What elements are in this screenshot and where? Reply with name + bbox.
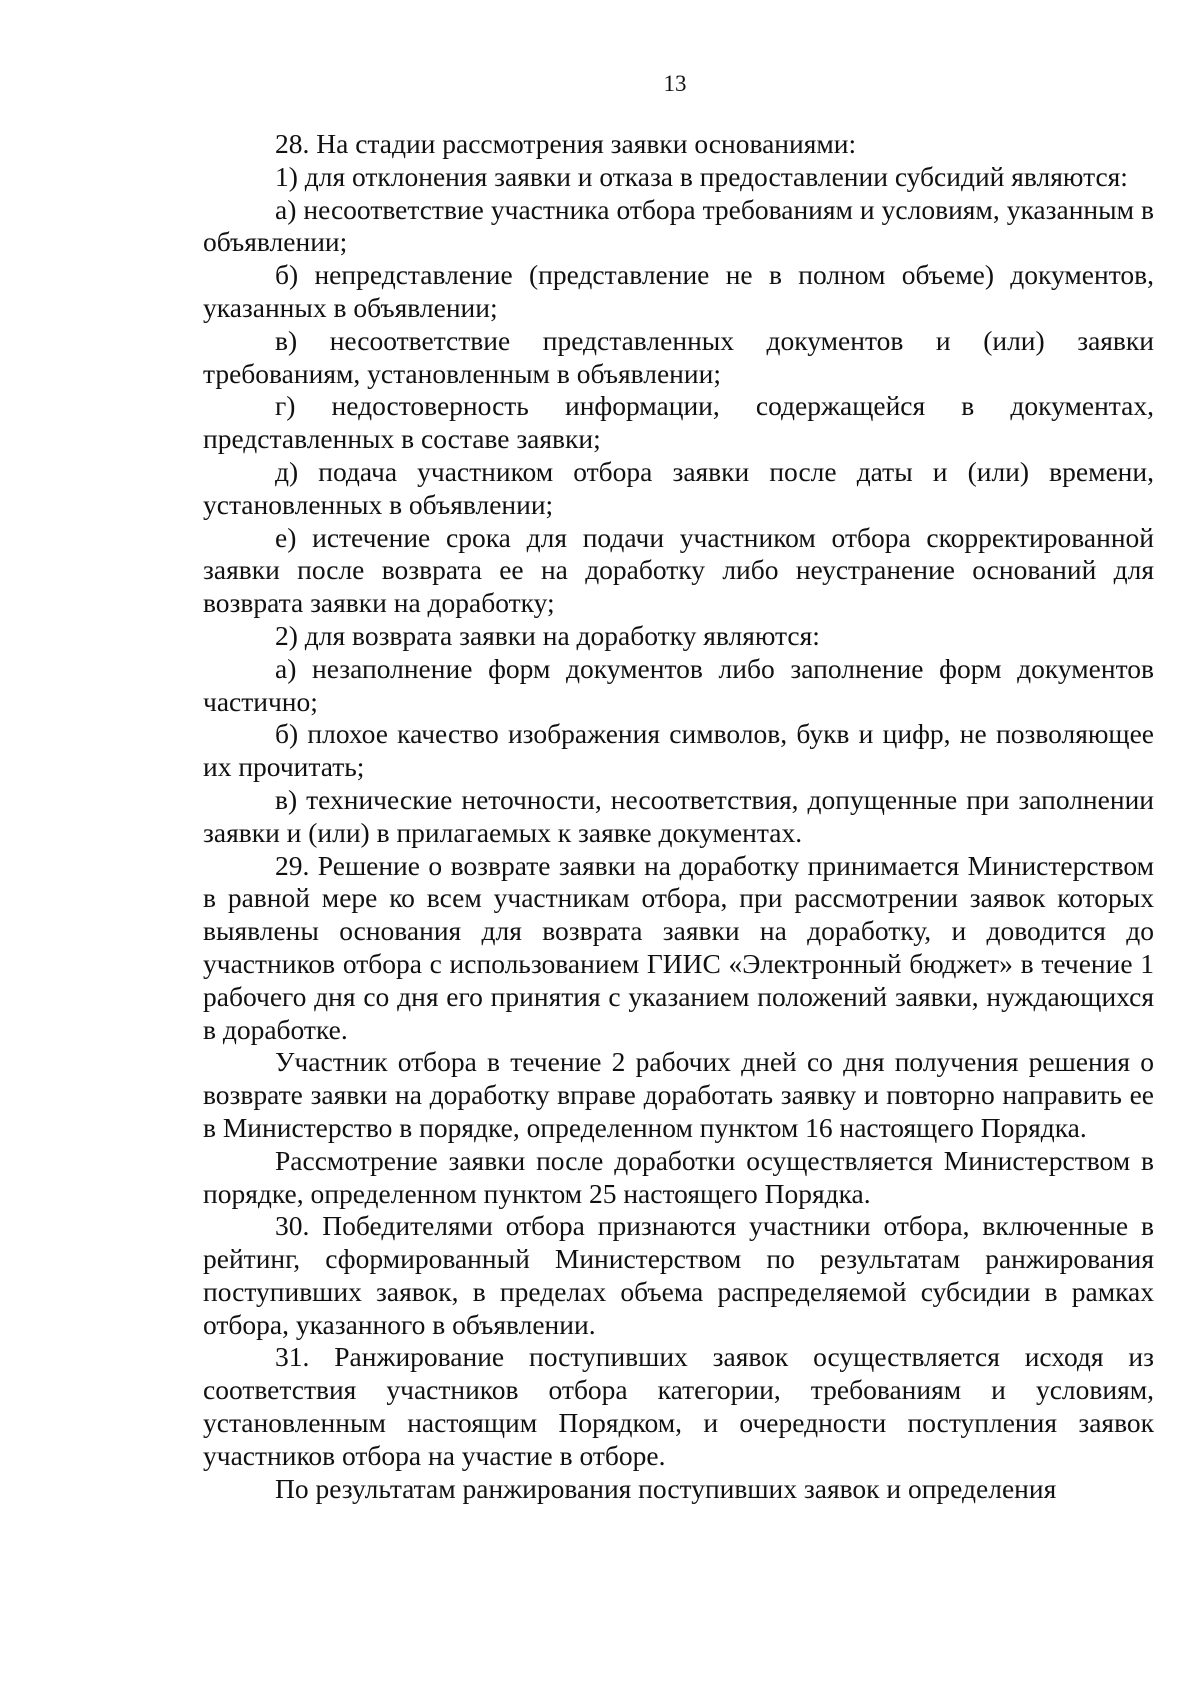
- paragraph-28-2-return-grounds: 2) для возврата заявки на доработку являются:: [275, 619, 820, 651]
- list-item-28-1-e: е) истечение срока для подачи участником отбора скорректированной заявки после возврата ее на доработку либо неустранение оснований для возврата заявки на доработку;: [203, 521, 1154, 619]
- paragraph-29-participant: Участник отбора в течение 2 рабочих дней со дня получения решения о возврате заявки на доработку вправе доработать заявку и повторно направить ее в Министерство в порядке, определенном пунктом 16 настоящего Порядка.: [203, 1046, 1154, 1143]
- page-number: 13: [663, 71, 687, 96]
- list-item-28-1-a: а) несоответствие участника отбора требованиям и условиям, указанным в объявлении;: [203, 193, 1154, 258]
- list-item-28-2-b: б) плохое качество изображения символов, букв и цифр, не позволяющее их прочитать;: [203, 718, 1154, 783]
- list-item-28-1-b: б) непредставление (представление не в полном объеме) документов, указанных в объявлении;: [203, 259, 1154, 323]
- paragraph-29: 29. Решение о возврате заявки на доработку принимается Министерством в равной мере ко всем участникам отбора, при рассмотрении заявок которых выявлены основания для возврата заявки на доработку, и доводится до участников отбора с использованием ГИИС «Электронный бюджет» в течение 1 рабочего дня со дня его принятия с указанием положений заявки, нуждающихся в доработке.: [203, 849, 1154, 1045]
- list-item-28-1-v: в) несоответствие представленных документов и (или) заявки требованиям, установленным в объявлении;: [203, 324, 1154, 389]
- document-body: [203, 128, 1154, 1505]
- list-item-28-2-v: в) технические неточности, несоответствия, допущенные при заполнении заявки и (или) в прилагаемых к заявке документах.: [203, 783, 1154, 848]
- paragraph-31: 31. Ранжирование поступивших заявок осуществляется исходя из соответствия участников отбора категории, требованиям и условиям, установленным настоящим Порядком, и очередности поступления заявок участников отбора на участие в отборе.: [203, 1341, 1154, 1471]
- list-item-28-1-d: д) подача участником отбора заявки после даты и (или) времени, установленных в объявлении;: [203, 455, 1154, 520]
- paragraph-28-1-rejection-grounds: 1) для отклонения заявки и отказа в предоставлении субсидий являются:: [275, 160, 1128, 192]
- paragraph-28-intro: 28. На стадии рассмотрения заявки основаниями:: [275, 128, 857, 159]
- list-item-28-2-a: а) незаполнение форм документов либо заполнение форм документов частично;: [203, 652, 1154, 717]
- paragraph-30: 30. Победителями отбора признаются участники отбора, включенные в рейтинг, сформированный Министерством по результатам ранжирования поступивших заявок, в пределах объема распределяемой субсидии в рамках отбора, указанного в объявлении.: [203, 1210, 1154, 1340]
- list-item-28-1-g: г) недостоверность информации, содержащейся в документах, представленных в составе заявки;: [203, 390, 1154, 455]
- paragraph-29-review: Рассмотрение заявки после доработки осуществляется Министерством в порядке, определенном пунктом 25 настоящего Порядка.: [203, 1144, 1154, 1209]
- paragraph-31-results: По результатам ранжирования поступивших заявок и определения: [275, 1472, 1057, 1504]
